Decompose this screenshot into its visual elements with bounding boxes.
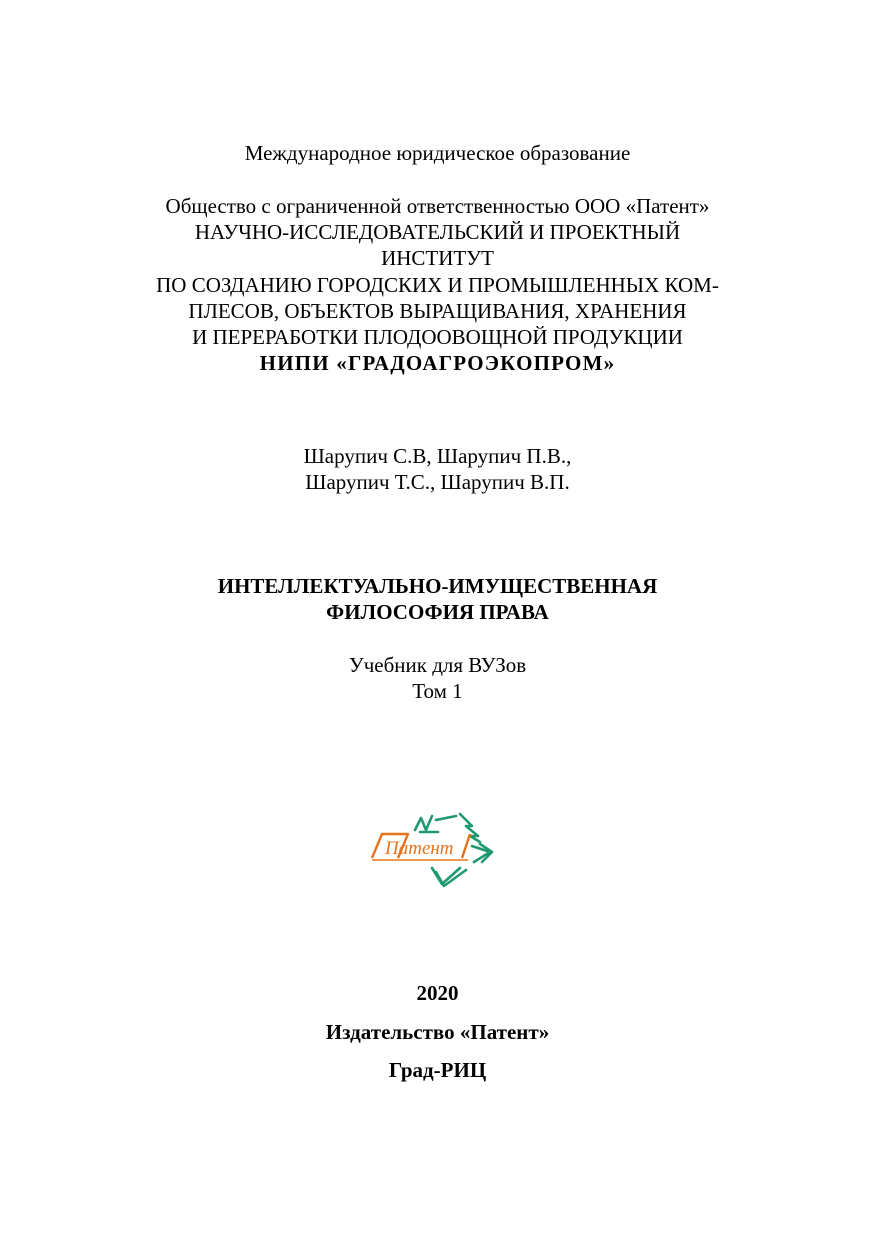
book-volume: Том 1 bbox=[412, 679, 463, 703]
author-line: Шарупич Т.С., Шарупич В.П. bbox=[305, 470, 570, 494]
top-line: Международное юридическое образование bbox=[244, 141, 631, 165]
org-line: ИНСТИТУТ bbox=[381, 246, 494, 270]
publisher-name: Издательство «Патент» bbox=[325, 1020, 550, 1044]
org-line: Общество с ограниченной ответственностью ООО «Патент» bbox=[165, 194, 710, 218]
publication-year: 2020 bbox=[416, 981, 459, 1005]
author-line: Шарупич С.В, Шарупич П.В., bbox=[303, 444, 572, 468]
book-subtitle: Учебник для ВУЗов bbox=[348, 653, 527, 677]
publication-place: Град-РИЦ bbox=[388, 1058, 487, 1082]
org-line: НАУЧНО-ИССЛЕДОВАТЕЛЬСКИЙ И ПРОЕКТНЫЙ bbox=[194, 220, 681, 244]
book-title-line: ФИЛОСОФИЯ ПРАВА bbox=[326, 600, 549, 624]
patent-logo-icon bbox=[366, 806, 494, 890]
logo-text: Патент bbox=[385, 838, 454, 859]
book-title-line: ИНТЕЛЛЕКТУАЛЬНО-ИМУЩЕСТВЕННАЯ bbox=[217, 574, 658, 598]
org-line: ПО СОЗДАНИЮ ГОРОДСКИХ И ПРОМЫШЛЕННЫХ КОМ- bbox=[156, 273, 719, 297]
institute-name: НИПИ «ГРАДОАГРОЭКОПРОМ» bbox=[259, 351, 616, 375]
org-line: И ПЕРЕРАБОТКИ ПЛОДООВОЩНОЙ ПРОДУКЦИИ bbox=[192, 325, 683, 349]
org-line: ПЛЕСОВ, ОБЪЕКТОВ ВЫРАЩИВАНИЯ, ХРАНЕНИЯ bbox=[188, 299, 687, 323]
